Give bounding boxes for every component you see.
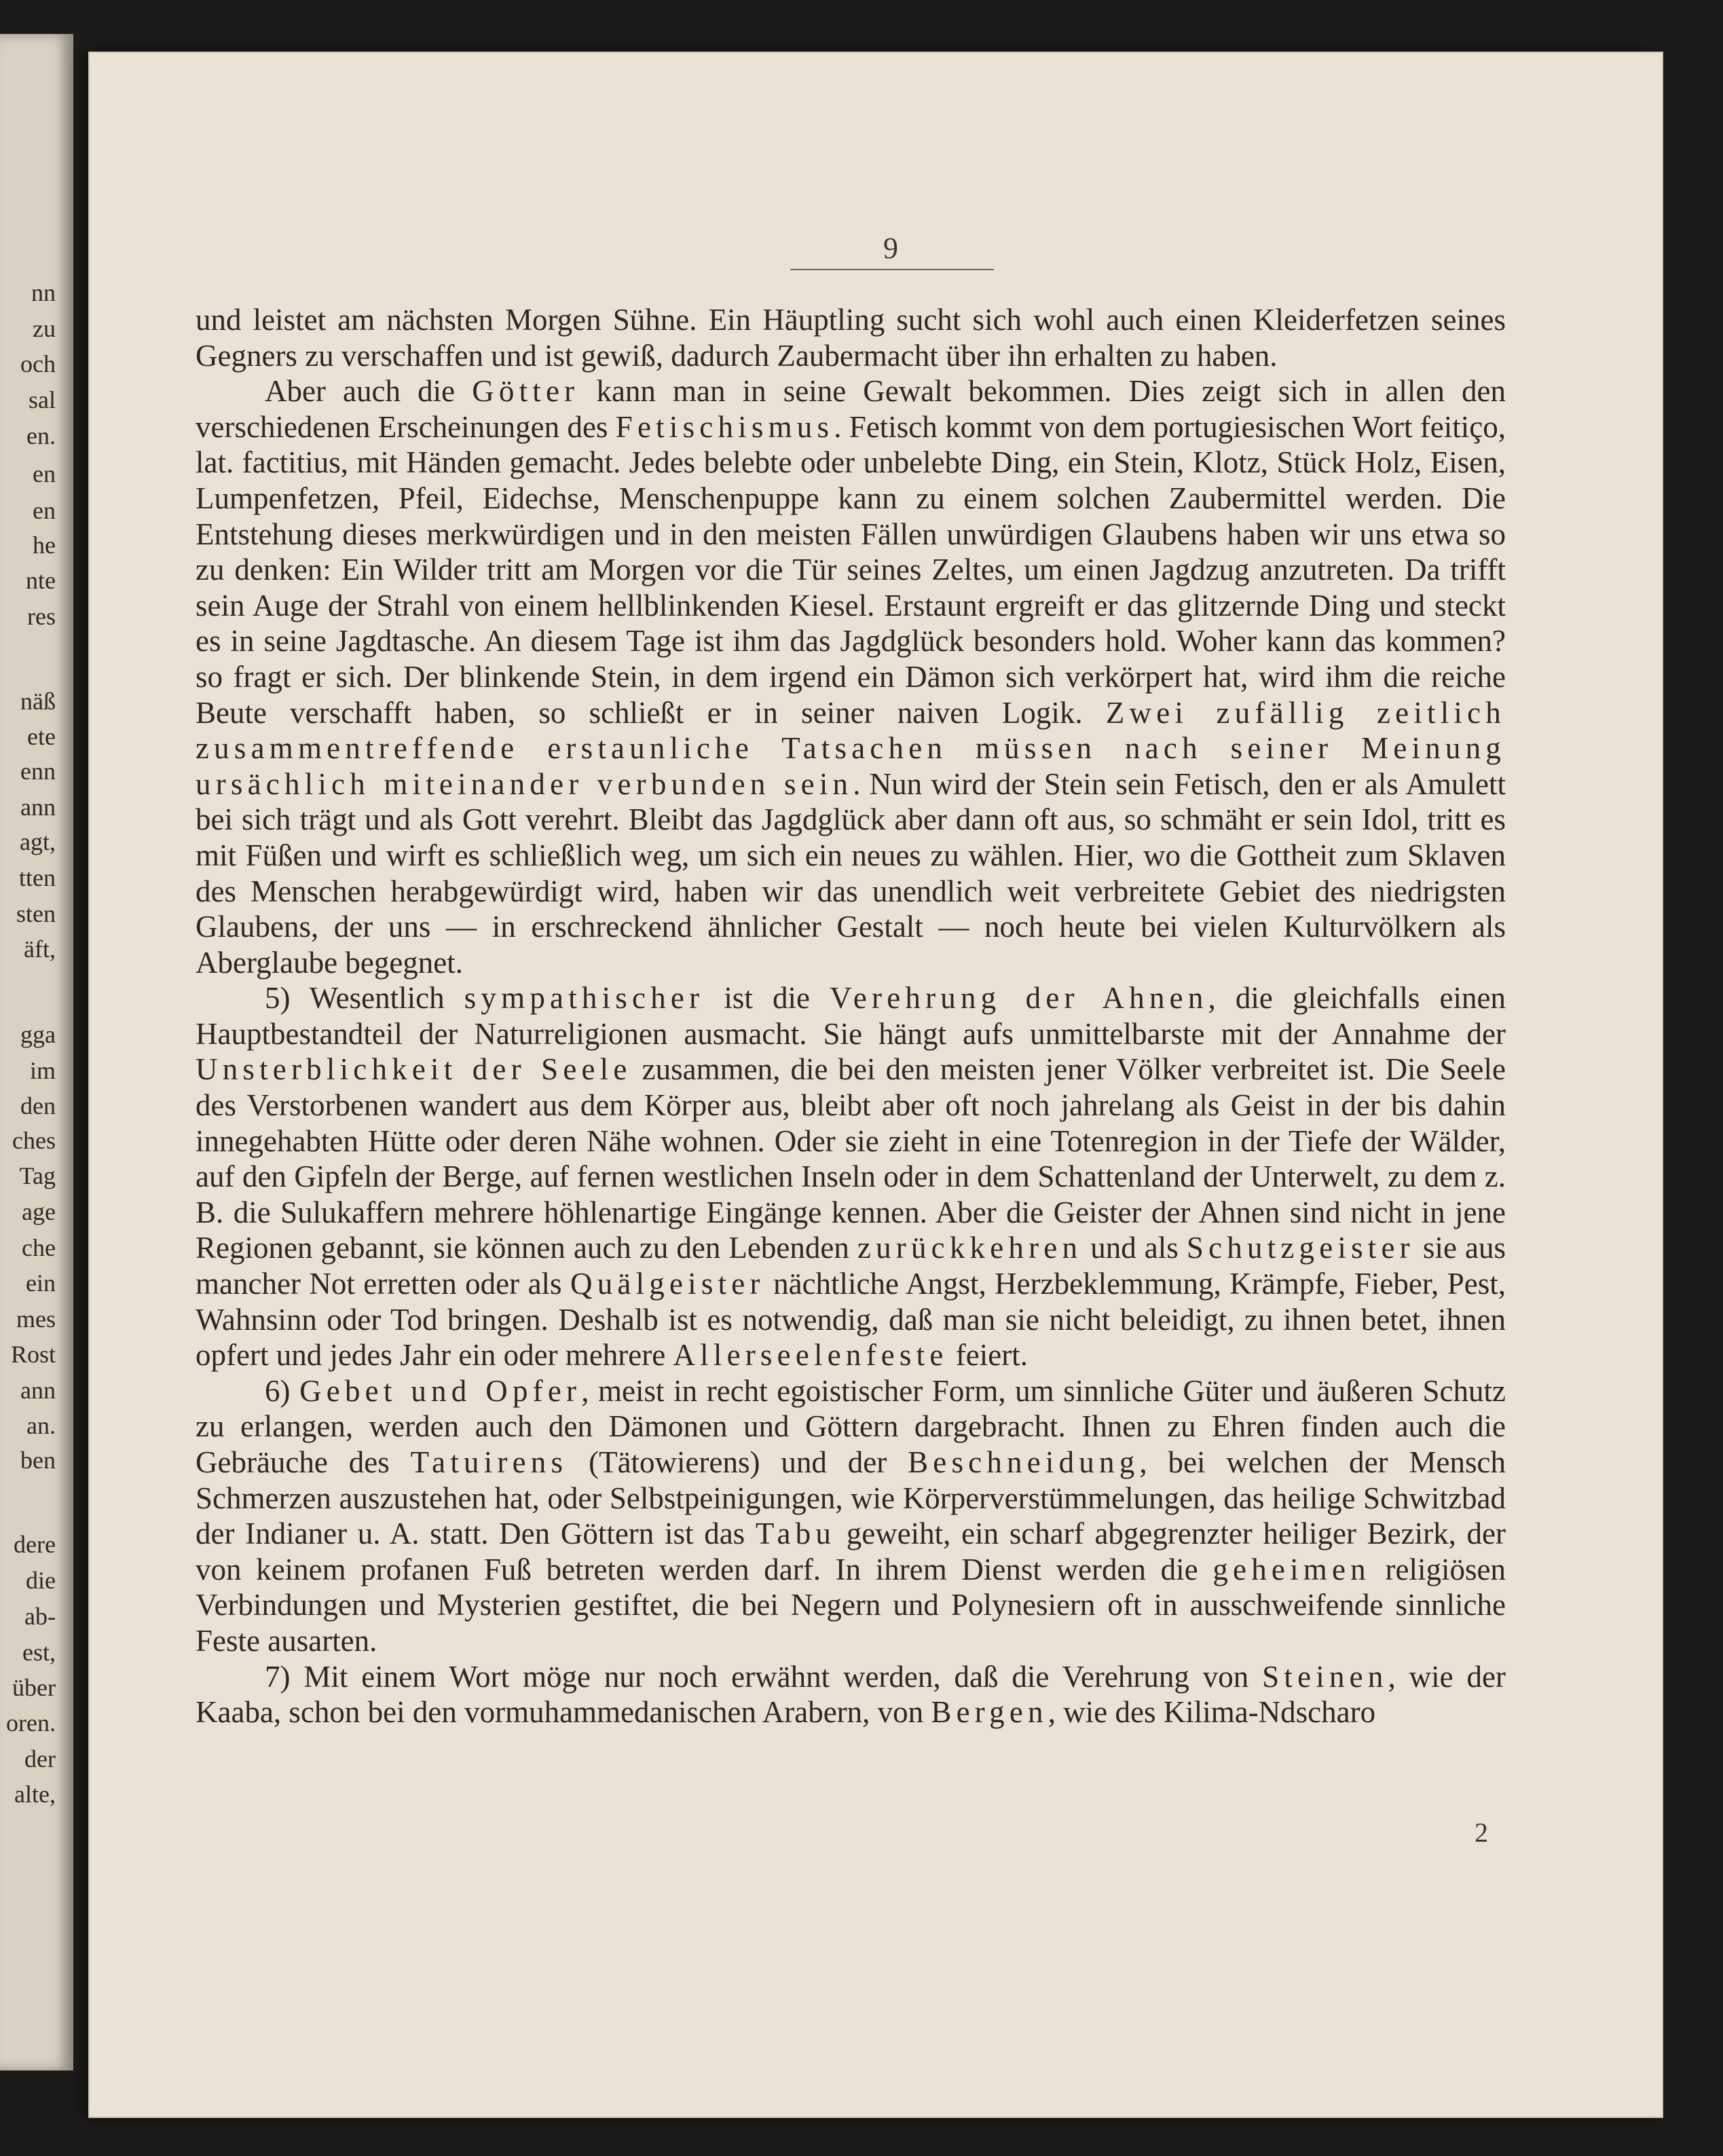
emphasized-text: Allerseelenfeste <box>673 1338 948 1373</box>
emphasized-text: Verehrung der Ahnen <box>830 981 1208 1016</box>
paragraph <box>196 1373 1506 1659</box>
left-page-fragment: äft, <box>24 935 56 963</box>
left-page-fragment: nn <box>31 279 56 306</box>
left-page-fragment: he <box>33 532 56 559</box>
left-page-fragment: age <box>22 1198 56 1225</box>
left-page-fragment: res <box>27 603 56 630</box>
text-run: (Tätowierens) und der <box>568 1445 908 1479</box>
text-run: ist die <box>704 981 830 1016</box>
emphasized-text: Tabu <box>755 1517 836 1551</box>
page-number: 9 <box>883 231 898 265</box>
text-run: und leistet am nächsten Morgen Sühne. Ein Häuptling sucht sich wohl auch einen Kleiderfetzen seines Gegners zu verschaffen und ist gewiß, dadurch Zaubermacht über ihn erhalten zu haben. <box>196 303 1506 373</box>
left-page-fragment: Tag <box>19 1162 56 1189</box>
text-run: zusammen, die bei den meisten jener Völker verbreitet ist. Die Seele des Verstorbenen wandert aus dem Körper aus, bleibt aber oft noch jahrelang als Geist in der bis dahin innegehabten Hütte oder deren Nähe wohnen. Oder sie zieht in eine Totenregion in der Tiefe der Wälder, auf den Gipfeln der Berge, auf fernen westlichen Inseln oder in dem Schattenland der Unterwelt, zu dem z. B. die Sulukaffern mehrere höhlenartige Eingänge kennen. Aber die Geister der Ahnen sind nicht in jene Regionen gebannt, sie können auch zu den Lebenden <box>196 1052 1506 1265</box>
left-page-fragment: näß <box>20 688 56 715</box>
emphasized-text: Bergen <box>931 1695 1048 1730</box>
emphasized-text: Zwei zufällig zeitlich zusammentreffende erstaunliche Tatsachen müssen nach seiner Meinung ursächlich miteinander verbunden sein <box>196 695 1506 801</box>
header-rule <box>790 269 994 270</box>
left-page-fragment: den <box>20 1092 56 1119</box>
text-run: nächtliche Angst, Herzbeklemmung, Krämpfe, Fieber, Pest, Wahnsinn oder Tod bringen. Deshalb ist es notwendig, daß man sie nicht beleidigt, zu ihnen betet, ihnen opfert und jedes Jahr ein oder mehrere <box>196 1267 1506 1373</box>
left-page-fragment: ches <box>12 1127 56 1154</box>
left-page-fragment: Rost <box>10 1341 56 1368</box>
left-page-fragment: ann <box>20 794 56 821</box>
left-page-fragment: ete <box>27 723 56 750</box>
text-run: geweiht, ein scharf abgegrenzter heiliger Bezirk, der von keinem profanen Fuß betreten werden darf. In ihrem Dienst werden die <box>196 1517 1506 1586</box>
emphasized-text: sympathischer <box>464 981 705 1016</box>
emphasized-text: geheimen <box>1212 1552 1371 1586</box>
left-page-fragment: ab- <box>24 1603 56 1630</box>
paragraph <box>196 302 1506 373</box>
emphasized-text: Tatuirens <box>410 1445 568 1479</box>
left-page-fragment: dere <box>14 1531 56 1558</box>
left-page-fragment: sal <box>29 386 56 413</box>
left-page-fragment: über <box>12 1674 56 1701</box>
left-page-fragment: en <box>33 497 56 524</box>
text-run: , bei welchen der Mensch Schmerzen auszustehen hat, oder Selbstpeinigungen, wie Körperverstümmelungen, das heilige Schwitzbad der Indianer u. A. statt. Den Göttern ist das <box>196 1445 1506 1551</box>
text-run: . Fetisch kommt von dem portugiesischen Wort feitiço, lat. factitius, mit Händen gemacht. Jedes belebte oder unbelebte Ding, ein Stein, Klotz, Stück Holz, Eisen, Lumpenfetzen, Pfeil, Eidechse, Menschenpuppe kann zu einem solchen Zaubermittel werden. Die Entstehung dieses merkwürdigen und in den meisten Fällen unwürdigen Glaubens haben wir uns etwa so zu denken: Ein Wilder tritt am Morgen vor die Tür seines Zeltes, um einen Jagdzug anzutreten. Da trifft sein Auge der Strahl von einem hellblinkenden Kiesel. Erstaunt ergreift er das glitzernde Ding und steckt es in seine Jagdtasche. An diesem Tage ist ihm das Jagdglück besonders hold. Woher kann das kommen? so fragt er sich. Der blinkende Stein, in dem irgend ein Dämon sich verkörpert hat, wird ihm die reiche Beute verschafft haben, so schließt er in seiner naiven Logik. <box>196 409 1506 730</box>
left-page-fragment: mes <box>16 1305 56 1333</box>
body-text <box>196 302 1506 1730</box>
left-page-fragment: der <box>24 1745 56 1772</box>
emphasized-text: Gebet und Opfer <box>299 1373 582 1408</box>
left-page-fragment: sten <box>16 900 56 927</box>
text-run: , wie des Kilima-Ndscharo <box>1048 1695 1376 1730</box>
emphasized-text: Quälgeister <box>570 1267 765 1301</box>
left-page-fragment: gga <box>20 1021 56 1048</box>
left-page-fragment: ein <box>26 1269 56 1297</box>
text-run: , meist in recht egoistischer Form, um sinnliche Güter und äußeren Schutz zu erlangen, werden auch den Dämonen und Göttern dargebracht. Ihnen zu Ehren finden auch die Gebräuche des <box>196 1373 1506 1479</box>
left-page-fragment: ann <box>20 1377 56 1404</box>
emphasized-text: Fetischismus <box>615 409 834 444</box>
text-run: und als <box>1082 1231 1187 1265</box>
paragraph <box>196 980 1506 1373</box>
emphasized-text: Schutzgeister <box>1186 1231 1415 1265</box>
paragraph <box>196 1659 1506 1730</box>
left-page-fragment: tten <box>19 864 56 891</box>
text-run: 6) <box>265 1373 300 1408</box>
left-page-fragment: agt, <box>20 828 56 855</box>
emphasized-text: Steinen <box>1262 1659 1388 1694</box>
previous-page-edge <box>0 34 73 2070</box>
left-page-fragment: est, <box>22 1639 56 1666</box>
left-page-fragment: ben <box>20 1447 56 1474</box>
text-run: religiösen Verbindungen und Mysterien gestiftet, die bei Negern und Polynesiern oft in ausschweifende sinnliche Feste ausarten. <box>196 1552 1506 1658</box>
text-run: 5) Wesentlich <box>265 981 464 1016</box>
signature-mark: 2 <box>1475 1817 1488 1848</box>
left-page-fragment: an. <box>26 1412 56 1439</box>
text-run: feiert. <box>948 1338 1028 1373</box>
emphasized-text: zurückkehren <box>857 1231 1083 1265</box>
book-page <box>90 53 1662 2117</box>
left-page-fragment: enn <box>20 758 56 785</box>
text-run: , die gleichfalls einen Hauptbestandteil der Naturreligionen ausmacht. Sie hängt aufs unmittelbarste mit der Annahme der <box>196 981 1506 1051</box>
left-page-fragment: zu <box>33 315 56 342</box>
emphasized-text: Götter <box>472 374 580 409</box>
left-page-fragment: oren. <box>6 1709 56 1736</box>
left-page-fragment: alte, <box>14 1781 56 1808</box>
text-run: 7) Mit einem Wort möge nur noch erwähnt werden, daß die Verehrung von <box>265 1659 1263 1694</box>
text-run: sie aus mancher Not erretten oder als <box>196 1231 1506 1301</box>
left-page-fragment: en <box>33 460 56 487</box>
left-page-fragment: och <box>20 350 56 377</box>
left-page-fragment: nte <box>26 567 56 594</box>
text-run: . Nun wird der Stein sein Fetisch, den er als Amulett bei sich trägt und als Gott verehrt. Bleibt das Jagdglück aber dann oft aus, so schmäht er sein Idol, tritt es mit Füßen und wirft es schließlich weg, um sich ein neues zu wählen. Hier, wo die Gottheit zum Sklaven des Menschen herabgewürdigt wird, haben wir das unendlich weit verbreitete Gebiet des niedrigsten Glaubens, der uns — in erschreckend ähnlicher Gestalt — noch heute bei vielen Kulturvölkern als Aberglaube begegnet. <box>196 766 1506 980</box>
text-run: kann man in seine Gewalt bekommen. Dies zeigt sich in allen den verschiedenen Erscheinungen des <box>196 374 1506 444</box>
left-page-fragment: che <box>22 1234 56 1261</box>
emphasized-text: Unsterblichkeit der Seele <box>196 1052 632 1087</box>
left-page-fragment: die <box>26 1567 56 1594</box>
paragraph <box>196 373 1506 980</box>
emphasized-text: Beschneidung <box>908 1445 1140 1479</box>
left-page-fragment: en. <box>26 422 56 449</box>
text-run: Aber auch die <box>265 374 473 409</box>
left-page-fragment: im <box>29 1057 56 1084</box>
text-run: , wie der Kaaba, schon bei den vormuhammedanischen Arabern, von <box>196 1659 1506 1730</box>
